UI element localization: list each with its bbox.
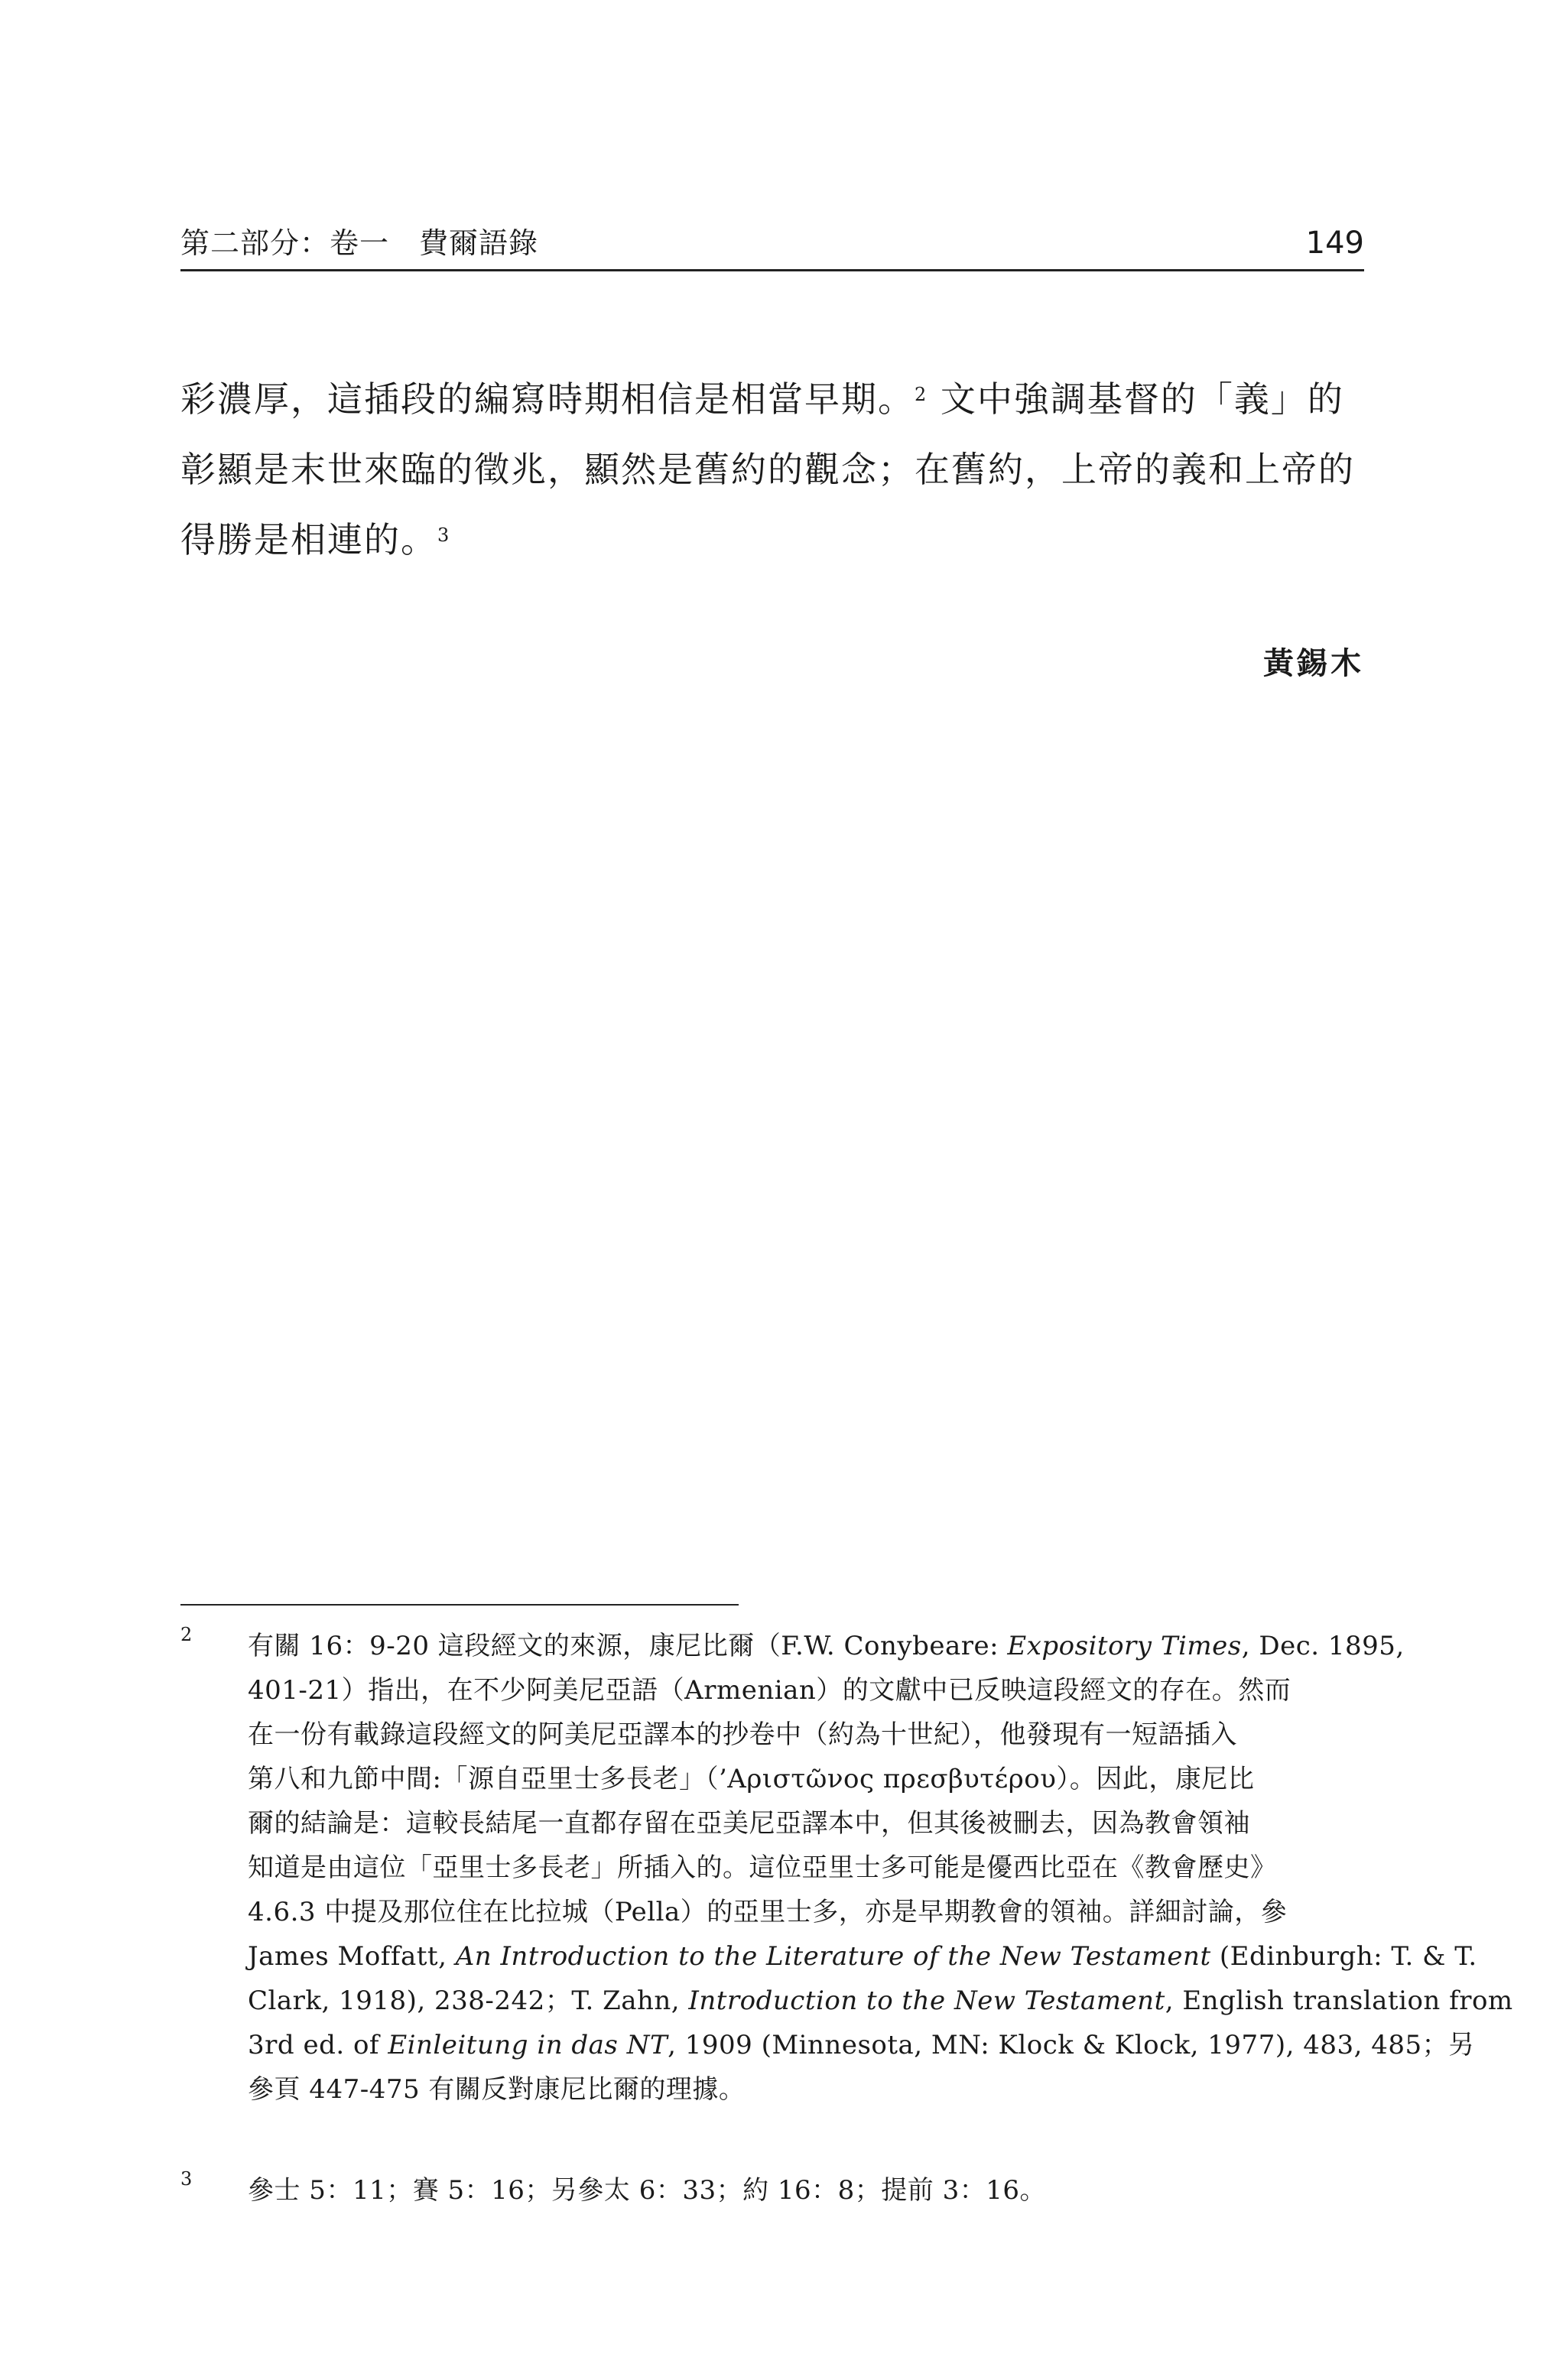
- page-number: 149: [1305, 226, 1364, 261]
- footnote-text: 知道是由這位「亞里士多長老」所插入的。這位亞里士多可能是優西比亞在《教會歷史》: [248, 1852, 1277, 1883]
- footnote-line: [248, 1846, 1373, 1890]
- footnote-line: [248, 2067, 1373, 2112]
- body-line-2: 彰顯是末世來臨的徵兆，顯然是舊約的觀念；在舊約，上帝的義和上帝的: [180, 449, 1355, 490]
- footnote-number: 2: [180, 1624, 193, 1645]
- body-line-3: [180, 512, 1373, 583]
- footnote-body: [248, 1624, 1513, 2112]
- footnote-italic-title: Expository Times: [1007, 1631, 1242, 1661]
- footnote-text: 4.6.3 中提及那位住在比拉城（Pella）的亞里士多，亦是早期教會的領袖。詳細討論，參: [248, 1897, 1288, 1927]
- body-line-1: [180, 372, 1373, 442]
- footnote-line: [248, 2168, 1373, 2213]
- footnote-text: , Dec. 1895,: [1241, 1631, 1405, 1661]
- footnote-text: 有關 16：9-20 這段經文的來源，康尼比爾（F.W. Conybeare:: [248, 1631, 1008, 1661]
- footnote-body: [248, 2168, 1373, 2213]
- footnote-text: , English translation from: [1165, 1985, 1513, 2016]
- body-text-1: 彩濃厚，這插段的編寫時期相信是相當早期。: [180, 378, 915, 420]
- footnote-line: [248, 1668, 1373, 1713]
- footnote-line: [248, 1801, 1373, 1846]
- body-text-2: 文中強調基督的「義」的: [940, 378, 1344, 420]
- footnote-text: , 1909 (Minnesota, MN: Klock & Klock, 1977), 483, 485；另: [668, 2030, 1475, 2060]
- footnote-line: [248, 1757, 1373, 1801]
- footnote-text: 3rd ed. of: [248, 2030, 388, 2060]
- footnote-text: 參士 5：11；賽 5：16；另參太 6：33；約 16：8；提前 3：16。: [248, 2175, 1047, 2206]
- footnote-line: [248, 1713, 1373, 1757]
- footnote-italic-title: Introduction to the New Testament: [688, 1985, 1165, 2016]
- body-paragraph: [180, 372, 1373, 583]
- footnote-number: 3: [180, 2168, 193, 2190]
- footnote-line: [248, 2023, 1475, 2067]
- footnote-line: [248, 1624, 1405, 1668]
- footnote-italic-title: An Introduction to the Literature of the New Testament: [455, 1941, 1211, 1972]
- body-text-4: 得勝是相連的。: [180, 519, 437, 560]
- footnote-italic-title: Einleitung in das NT: [388, 2030, 668, 2060]
- running-title: 第二部分：卷一 費爾語錄: [180, 226, 539, 260]
- footnote-text: James Moffatt,: [248, 1941, 456, 1972]
- footnote-text: 參頁 447-475 有關反對康尼比爾的理據。: [248, 2074, 746, 2105]
- footnote-line: [248, 1979, 1513, 2023]
- running-header: [180, 223, 1364, 271]
- footnote-text: (Edinburgh: T. & T.: [1210, 1941, 1477, 1972]
- footnote-text: Clark, 1918), 238-242；T. Zahn,: [248, 1985, 689, 2016]
- footnote-text: 第八和九節中間:「源自亞里士多長老」（’Αριστῶνος πρεσβυτέρου）。因此，康尼比: [248, 1764, 1255, 1794]
- footnote-text: 在一份有載錄這段經文的阿美尼亞譯本的抄卷中（約為十世紀），他發現有一短語插入: [248, 1719, 1237, 1750]
- footnote-ref-3[interactable]: 3: [437, 524, 451, 546]
- author-signature: 黃錫木: [1263, 646, 1364, 681]
- footnote-ref-2[interactable]: 2: [915, 384, 928, 405]
- footnote-line: [248, 1890, 1373, 1934]
- footnote-text: 401-21）指出，在不少阿美尼亞語（Armenian）的文獻中已反映這段經文的存在。然而: [248, 1675, 1291, 1706]
- footnote-text: 爾的結論是：這較長結尾一直都存留在亞美尼亞譯本中，但其後被刪去，因為教會領袖: [248, 1808, 1250, 1839]
- footnote-divider: [180, 1604, 739, 1606]
- footnote-line: [248, 1934, 1477, 1979]
